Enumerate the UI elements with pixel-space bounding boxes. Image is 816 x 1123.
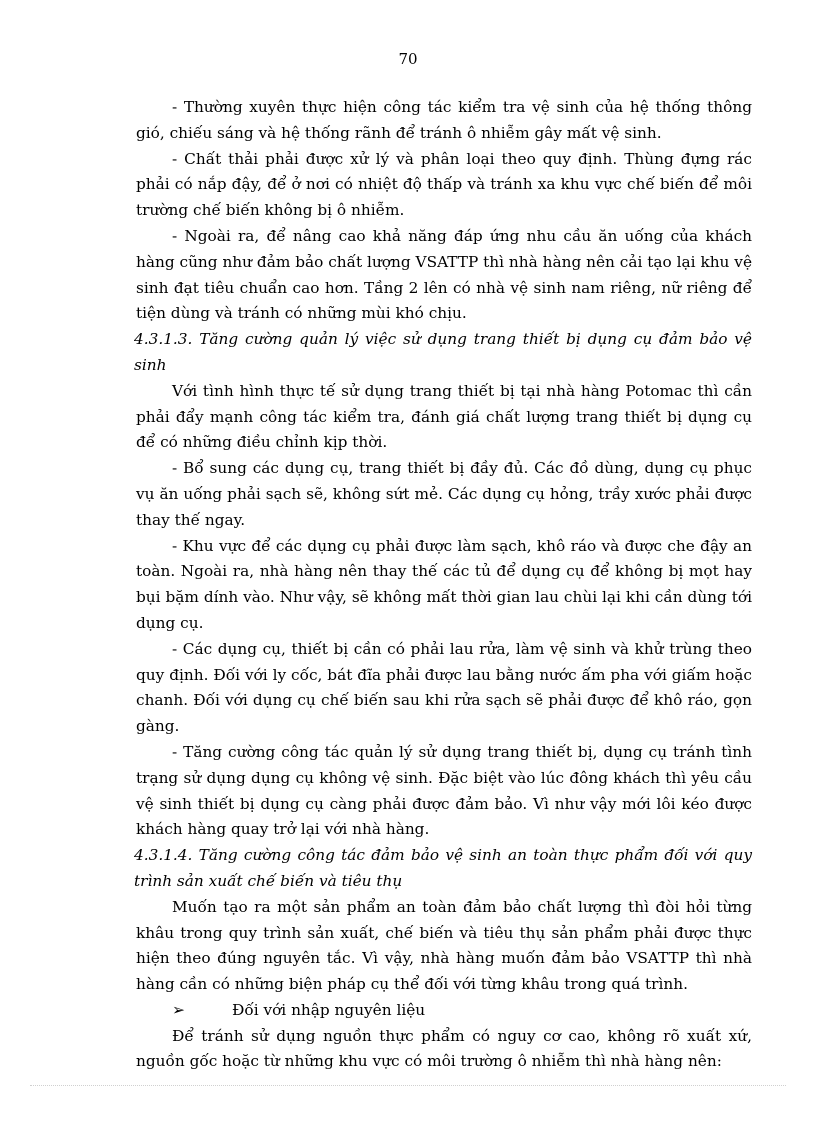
- bullet-ingredients: [136, 998, 752, 1024]
- para-cleaning: - Các dụng cụ, thiết bị cần có phải lau rửa, làm vệ sinh và khử trùng theo quy định. Đối với ly cốc, bát đĩa phải được lau bằng nước ấm pha với giấm hoặc chanh. Đối với dụng cụ chế biến sau khi rửa sạch sẽ phải được để khô ráo, gọn gàng.: [136, 639, 752, 736]
- para-storage: - Khu vực để các dụng cụ phải được làm sạch, khô ráo và được che đậy an toàn. Ngoài ra, nhà hàng nên thay thế các tủ để dụng cụ để không bị mọt hay bụi bặm dính vào. Như vậy, sẽ không mất thời gian lau chùi lại khi cần dùng tới dụng cụ.: [136, 536, 752, 632]
- para-sourcing: Để tránh sử dụng nguồn thực phẩm có nguy cơ cao, không rõ xuất xứ, nguồn gốc hoặc từ những khu vực có môi trường ô nhiễm thì nhà hàng nên:: [136, 1026, 752, 1071]
- heading-4-3-1-4: 4.3.1.4. Tăng cường công tác đảm bảo vệ sinh an toàn thực phẩm đối với quy trình sản xuất chế biến và tiêu thụ: [134, 846, 752, 890]
- bullet-text: Đối với nhập nguyên liệu: [232, 1000, 426, 1019]
- para-waste: - Chất thải phải được xử lý và phân loại theo quy định. Thùng đựng rác phải có nắp đậy, để ở nơi có nhiệt độ thấp và tránh xa khu vực chế biến để môi trường chế biến không bị ô nhiễm.: [136, 149, 752, 220]
- arrowhead-bullet-icon: ➢: [172, 1000, 185, 1019]
- page-number: 70: [398, 50, 418, 68]
- para-restroom: - Ngoài ra, để nâng cao khả năng đáp ứng nhu cầu ăn uống của khách hàng cũng như đảm bảo chất lượng VSATTP thì nhà hàng nên cải tạo lại khu vệ sinh đạt tiêu chuẩn cao hơn. Tầng 2 lên có nhà vệ sinh nam riêng, nữ riêng để tiện dùng và tránh có những mùi khó chịu.: [136, 226, 752, 323]
- page-bottom-divider: [30, 1085, 786, 1086]
- para-process-intro: Muốn tạo ra một sản phẩm an toàn đảm bảo chất lượng thì đòi hỏi từng khâu trong quy trình sản xuất, chế biến và tiêu thụ sản phẩm phải được thực hiện theo đúng nguyên tắc. Vì vậy, nhà hàng muốn đảm bảo VSATTP thì nhà hàng cần có những biện pháp cụ thể đối với từng khâu trong quá trình.: [136, 897, 752, 994]
- heading-4-3-1-3: 4.3.1.3. Tăng cường quản lý việc sử dụng trang thiết bị dụng cụ đảm bảo vệ sinh: [134, 330, 752, 374]
- document-body: [136, 95, 752, 1075]
- para-equipment-intro: Với tình hình thực tế sử dụng trang thiết bị tại nhà hàng Potomac thì cần phải đẩy mạnh công tác kiểm tra, đánh giá chất lượng trang thiết bị dụng cụ để có những điều chỉnh kịp thời.: [136, 381, 752, 452]
- para-supplement: - Bổ sung các dụng cụ, trang thiết bị đầy đủ. Các đồ dùng, dụng cụ phục vụ ăn uống phải sạch sẽ, không sứt mẻ. Các dụng cụ hỏng, trầy xước phải được thay thế ngay.: [136, 459, 752, 529]
- para-ventilation: - Thường xuyên thực hiện công tác kiểm tra vệ sinh của hệ thống thông gió, chiếu sáng và hệ thống rãnh để tránh ô nhiễm gây mất vệ sinh.: [136, 98, 752, 142]
- para-management: - Tăng cường công tác quản lý sử dụng trang thiết bị, dụng cụ tránh tình trạng sử dụng dụng cụ không vệ sinh. Đặc biệt vào lúc đông khách thì yêu cầu vệ sinh thiết bị dụng cụ càng phải được đảm bảo. Vì như vậy mới lôi kéo được khách hàng quay trở lại với nhà hàng.: [136, 742, 752, 839]
